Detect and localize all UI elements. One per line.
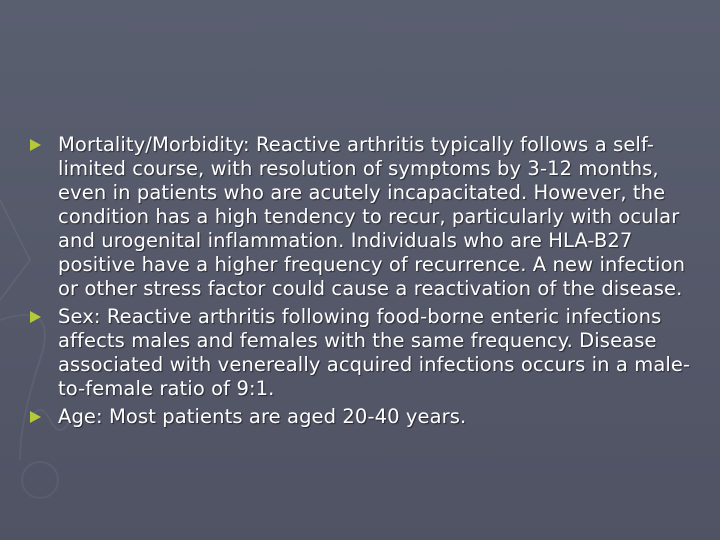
bullet-text-sex: Sex: Reactive arthritis following food-borne enteric infections affects males and females with the same frequency. Disease associated with venereally acquired infections occurs in a male-to-female ratio of 9:1. [58, 305, 691, 400]
triangle-arrow-icon [30, 411, 41, 423]
bullet-item-sex [30, 305, 695, 401]
triangle-arrow-icon [30, 311, 41, 323]
triangle-arrow-icon [30, 139, 41, 151]
bullet-text-age: Age: Most patients are aged 20-40 years. [58, 405, 467, 428]
bullet-item-age [30, 405, 695, 429]
bullet-text-mortality: Mortality/Morbidity: Reactive arthritis typically follows a self-limited course, with resolution of symptoms by 3-12 months, even in patients who are acutely incapacitated. However, the condition has a high tendency to recur, particularly with ocular and urogenital inflammation. Individuals who are HLA-B27 positive have a higher frequency of recurrence. A new infection or other stress factor could cause a reactivation of the disease. [58, 133, 686, 300]
bullet-item-mortality [30, 133, 695, 301]
bullet-list [30, 133, 695, 433]
